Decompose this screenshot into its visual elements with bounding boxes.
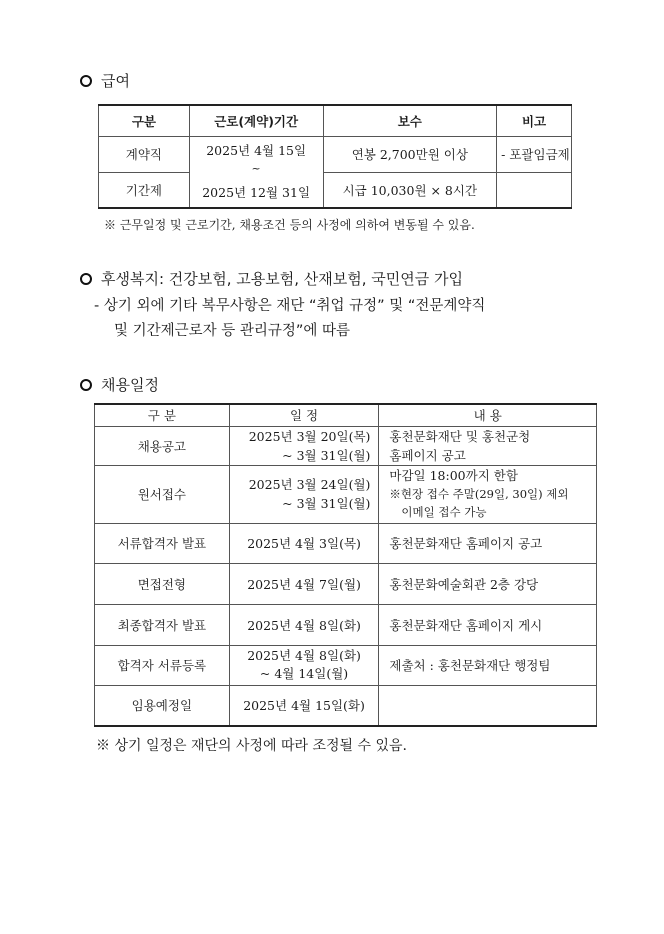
col-header: 일 정: [229, 404, 379, 426]
date-cell: [229, 465, 379, 523]
period-end: 2025년 12월 31일: [202, 184, 311, 200]
table-row: [95, 645, 597, 685]
content-cell: [379, 426, 597, 465]
content-line: 이메일 접수 가능: [401, 505, 487, 519]
period-cell: [189, 136, 323, 208]
date-cell: 2025년 4월 7일(월): [229, 563, 379, 604]
table-row: [95, 523, 597, 563]
note-cell: - 포괄임금제: [497, 136, 572, 172]
note-cell: [497, 172, 572, 208]
stage-cell: 면접전형: [95, 563, 230, 604]
section-title: 급여: [101, 72, 130, 90]
section-heading-pay: [80, 70, 130, 91]
stage-cell: 서류합격자 발표: [95, 523, 230, 563]
date-line: ~ 4월 14일(월): [259, 666, 349, 681]
date-cell: 2025년 4월 3일(목): [229, 523, 379, 563]
welfare-detail-line2: 및 기간제근로자 등 관리규정”에 따름: [114, 323, 351, 339]
stage-cell: 채용공고: [95, 426, 230, 465]
date-cell: [229, 426, 379, 465]
col-header: 내 용: [379, 404, 597, 426]
col-header: 구 분: [95, 404, 230, 426]
stage-cell: 임용예정일: [95, 685, 230, 726]
date-line: 2025년 3월 24일(월): [248, 477, 371, 492]
date-cell: [229, 645, 379, 685]
stage-cell: 최종합격자 발표: [95, 604, 230, 645]
pay-table: [98, 104, 572, 209]
welfare-detail-line1: - 상기 외에 기타 복무사항은 재단 “취업 규정” 및 “전문계약직: [94, 298, 486, 314]
col-header: 근로(계약)기간: [189, 105, 323, 136]
pay-note: ※ 근무일정 및 근로기간, 채용조건 등의 사정에 의하여 변동될 수 있음.: [104, 218, 475, 232]
circle-bullet-icon: [80, 379, 92, 391]
section-title: 후생복지: 건강보험, 고용보험, 산재보험, 국민연금 가입: [101, 270, 463, 288]
stage-cell: 합격자 서류등록: [95, 645, 230, 685]
pay-cell: 연봉 2,700만원 이상: [323, 136, 497, 172]
table-row: [95, 426, 597, 465]
content-cell: 홍천문화예술회관 2층 강당: [379, 563, 597, 604]
content-line: 홈페이지 공고: [389, 447, 466, 463]
content-cell: 홍천문화재단 홈페이지 공고: [379, 523, 597, 563]
period-tilde: ~: [251, 161, 261, 175]
date-line: 2025년 4월 8일(화): [247, 648, 361, 663]
section-heading-welfare: [80, 268, 463, 289]
circle-bullet-icon: [80, 273, 92, 285]
col-header: 보수: [323, 105, 497, 136]
content-cell: 제출처 : 홍천문화재단 행정팀: [379, 645, 597, 685]
table-row: [95, 563, 597, 604]
content-line: ※현장 접수 주말(29일, 30일) 제외: [389, 487, 569, 501]
stage-cell: 원서접수: [95, 465, 230, 523]
content-cell: [379, 685, 597, 726]
content-cell: 홍천문화재단 홈페이지 게시: [379, 604, 597, 645]
date-cell: 2025년 4월 15일(화): [229, 685, 379, 726]
table-row: [95, 465, 597, 523]
pay-cell: 시급 10,030원 × 8시간: [323, 172, 497, 208]
type-cell: 계약직: [99, 136, 190, 172]
circle-bullet-icon: [80, 75, 92, 87]
content-line: 홍천문화재단 및 홍천군청: [389, 428, 531, 444]
date-cell: 2025년 4월 8일(화): [229, 604, 379, 645]
col-header: 비고: [497, 105, 572, 136]
table-row: [95, 685, 597, 726]
col-header: 구분: [99, 105, 190, 136]
content-line: 마감일 18:00까지 한함: [389, 468, 518, 483]
table-row: [95, 604, 597, 645]
section-title: 채용일정: [101, 376, 159, 394]
date-line: ~ 3월 31일(월): [282, 447, 371, 463]
date-line: ~ 3월 31일(월): [282, 496, 371, 511]
period-start: 2025년 4월 15일: [206, 142, 307, 158]
content-cell: [379, 465, 597, 523]
type-cell: 기간제: [99, 172, 190, 208]
schedule-table: [94, 403, 597, 727]
section-heading-schedule: [80, 374, 159, 395]
date-line: 2025년 3월 20일(목): [248, 428, 371, 444]
schedule-note: ※ 상기 일정은 재단의 사정에 따라 조정될 수 있음.: [96, 738, 408, 754]
